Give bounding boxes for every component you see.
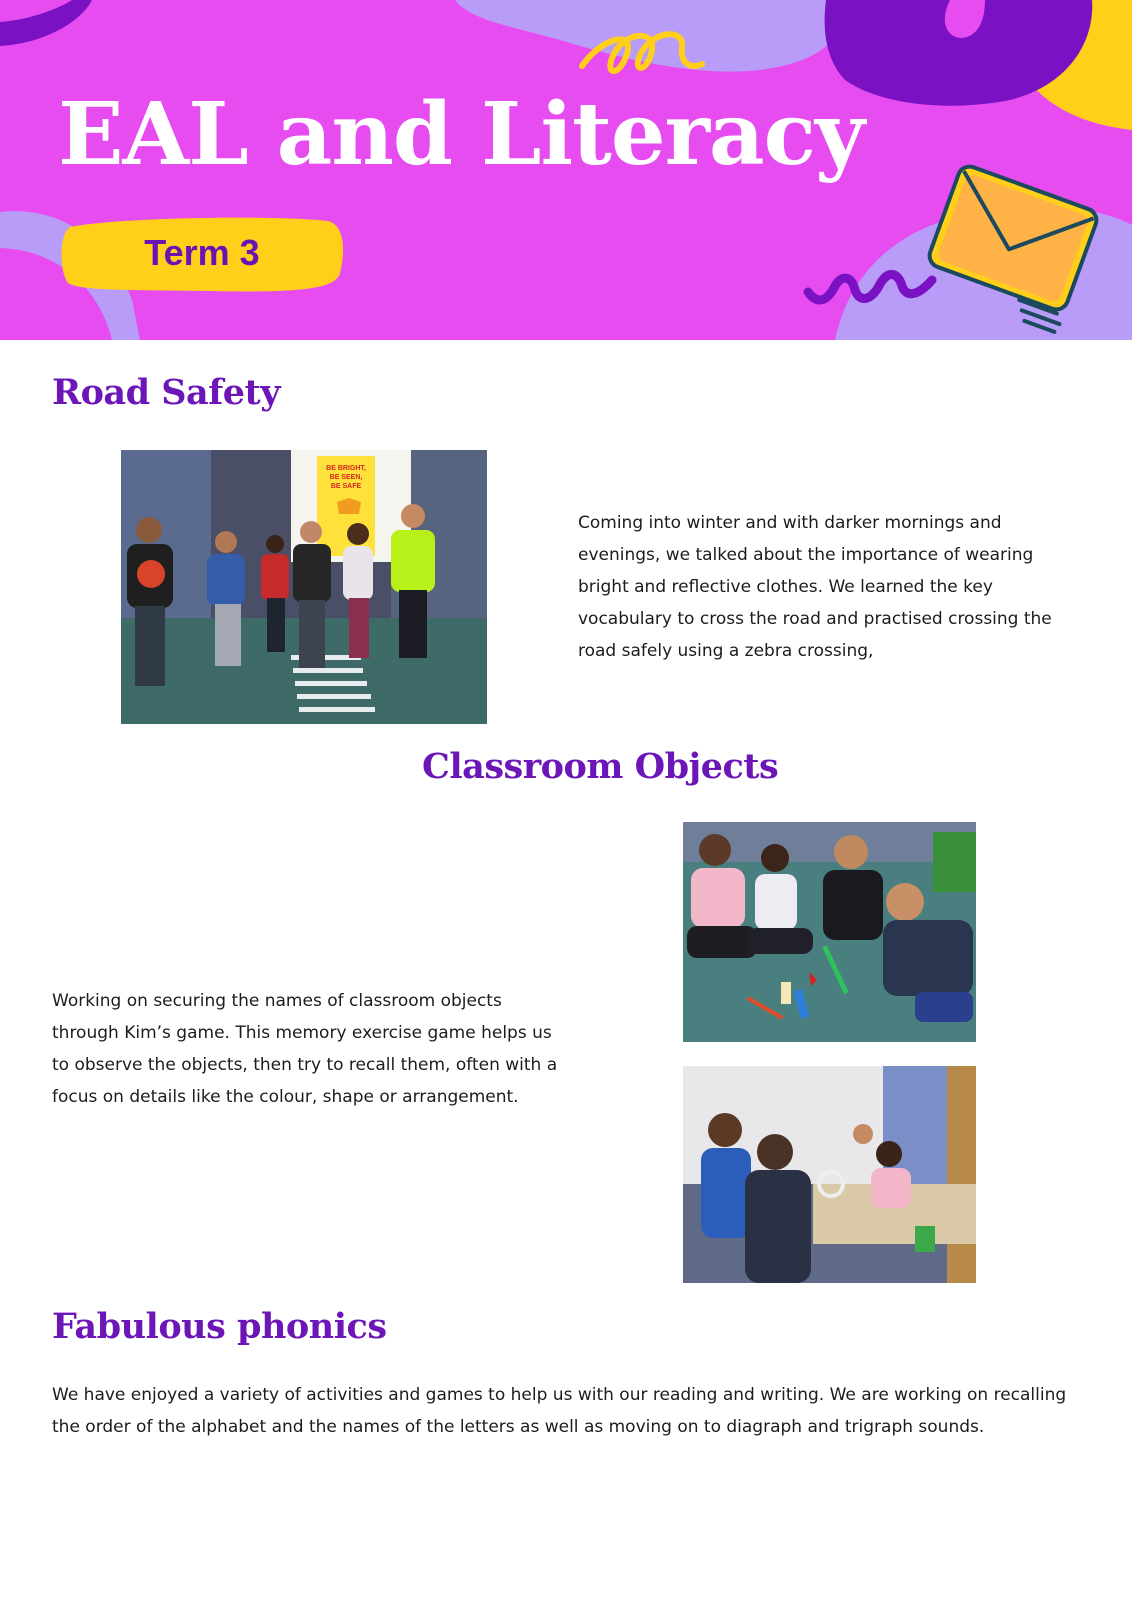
- term-label: Term 3: [144, 232, 260, 273]
- term-badge: [60, 213, 344, 293]
- classroom-objects-photo-1-image: [683, 822, 976, 1042]
- road-safety-photo-image: [121, 450, 487, 724]
- section-heading-road-safety: Road Safety: [52, 372, 281, 413]
- road-safety-photo: [121, 450, 487, 724]
- purple-arc-topleft: [0, 0, 92, 46]
- phonics-text: We have enjoyed a variety of activities and games to help us with our reading and writing. We are working on recalling the order of the alphabet and the names of the letters as well as moving on to diagraph and trigraph sounds.: [52, 1385, 1067, 1437]
- poster-line-3: BE SAFE: [330, 483, 362, 490]
- road-safety-text: Coming into winter and with darker mornings and evenings, we talked about the importance of wearing bright and reflective clothes. We learned the key vocabulary to cross the road and practised crossing the road safely using a zebra crossing,: [578, 513, 1052, 661]
- classroom-objects-photo-1: [683, 822, 976, 1042]
- section-heading-phonics: Fabulous phonics: [52, 1306, 387, 1347]
- section-heading-classroom-objects: Classroom Objects: [422, 746, 779, 787]
- classroom-objects-photo-2: [683, 1066, 976, 1283]
- page-title: EAL and Literacy: [58, 84, 864, 185]
- classroom-objects-text: Working on securing the names of classroom objects through Kim’s game. This memory exercise game helps us to observe the objects, then try to recall them, often with a focus on details like the colour, shape or arrangement.: [52, 991, 558, 1107]
- poster-line-2: BE SEEN,: [329, 474, 363, 481]
- poster-line-1: BE BRIGHT,: [326, 465, 366, 472]
- header-banner: [0, 0, 1132, 340]
- classroom-objects-photo-2-image: [683, 1066, 976, 1283]
